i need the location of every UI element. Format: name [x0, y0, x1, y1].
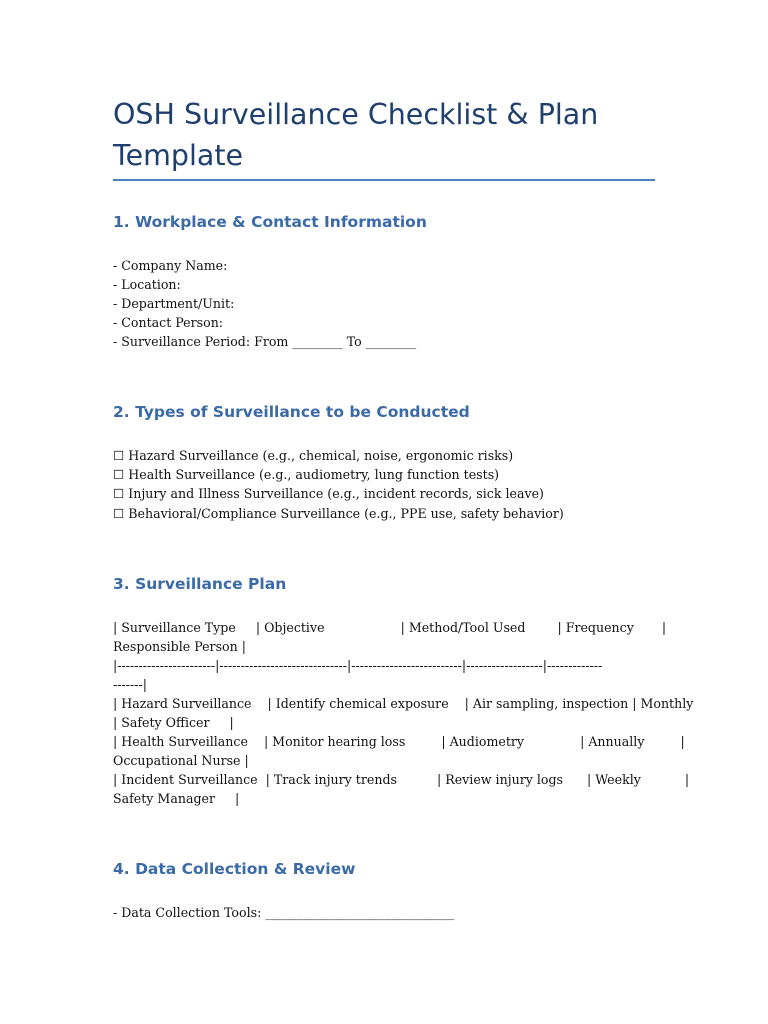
plan-table-separator-row: |-----------------------|------------------------------|--------------------------|------------------|------------- [113, 658, 603, 673]
plan-table-row-incident-wrap: Safety Manager | [113, 791, 240, 806]
field-location: - Location: [113, 277, 181, 292]
plan-table-row-health-wrap: Occupational Nurse | [113, 753, 249, 768]
field-contact-person: - Contact Person: [113, 315, 224, 330]
plan-table-header-row: | Surveillance Type | Objective | Method/Tool Used | Frequency | [113, 620, 667, 635]
section-heading-workplace: 1. Workplace & Contact Information [113, 213, 427, 231]
checklist-item-hazard: ☐ Hazard Surveillance (e.g., chemical, noise, ergonomic risks) [113, 448, 514, 463]
field-company-name: - Company Name: [113, 258, 228, 273]
field-department-unit: - Department/Unit: [113, 296, 235, 311]
plan-table-header-row-wrap: Responsible Person | [113, 639, 246, 654]
plan-table-separator-row-wrap: -------| [113, 677, 148, 692]
plan-table-row-hazard: | Hazard Surveillance | Identify chemical exposure | Air sampling, inspection | Monthly [113, 696, 694, 711]
document-title: OSH Surveillance Checklist & Plan Template [113, 98, 599, 172]
plan-table-row-health: | Health Surveillance | Monitor hearing loss | Audiometry | Annually | [113, 734, 685, 749]
title-underline [113, 179, 655, 181]
checklist-item-injury: ☐ Injury and Illness Surveillance (e.g., incident records, sick leave) [113, 486, 544, 501]
checklist-item-behavioral: ☐ Behavioral/Compliance Surveillance (e.g., PPE use, safety behavior) [113, 506, 564, 521]
field-surveillance-period: - Surveillance Period: From ________ To ________ [113, 334, 417, 349]
field-data-collection-tools: - Data Collection Tools: ______________________________ [113, 905, 455, 920]
plan-table-row-hazard-wrap: | Safety Officer | [113, 715, 234, 730]
section-heading-plan: 3. Surveillance Plan [113, 575, 287, 593]
checklist-item-health: ☐ Health Surveillance (e.g., audiometry, lung function tests) [113, 467, 500, 482]
plan-table-row-incident: | Incident Surveillance | Track injury trends | Review injury logs | Weekly | [113, 772, 690, 787]
section-heading-data-collection: 4. Data Collection & Review [113, 860, 356, 878]
section-heading-types: 2. Types of Surveillance to be Conducted [113, 403, 470, 421]
